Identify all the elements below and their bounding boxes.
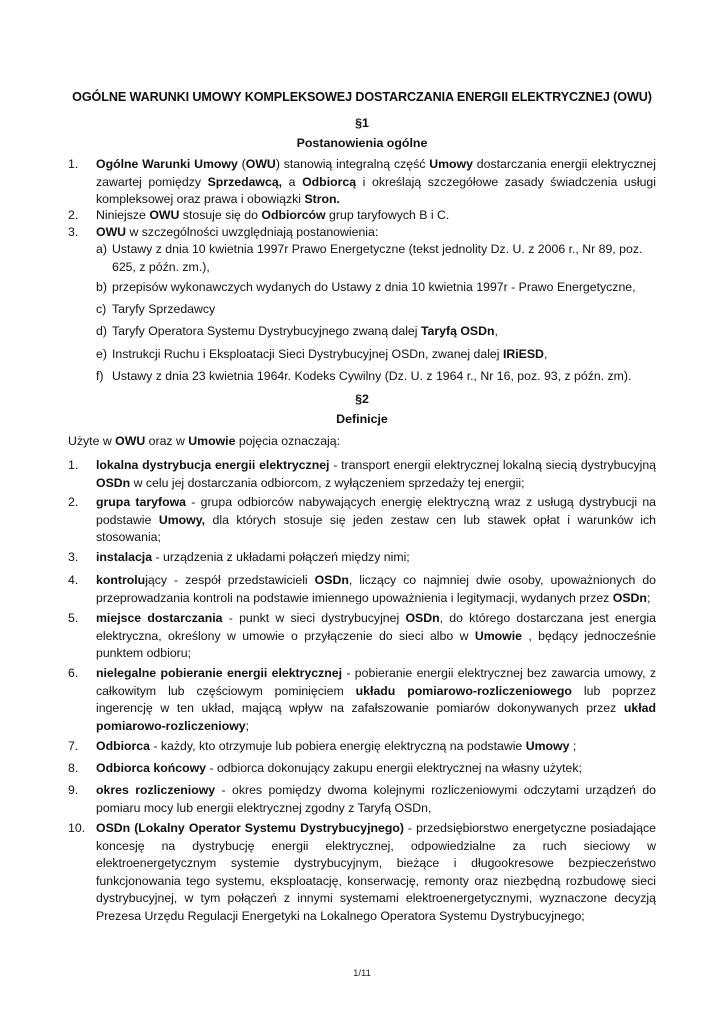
subitem-text: Ustawy z dnia 10 kwietnia 1997r Prawo Energetyczne (tekst jednolity Dz. U. z 2006 r., Nr 89, poz. 625, z późn. zm.), [112, 242, 643, 274]
subitem-letter: b) [96, 280, 107, 294]
item-text: Odbiorca końcowy - odbiorca dokonujący zakupu energii elektrycznej na własny użytek; [96, 761, 582, 775]
item-text: kontrolujący - zespół przedstawicieli OSDn, liczący co najmniej dwie osoby, upoważnionych do przeprowadzania kontroli na podstawie imiennego upoważnienia i legitymacji, wydanych przez OSDn; [96, 573, 656, 605]
item-number: 4. [68, 573, 79, 587]
item-number: 3. [68, 225, 79, 239]
document-title: OGÓLNE WARUNKI UMOWY KOMPLEKSOWEJ DOSTARCZANIA ENERGII ELEKTRYCZNEJ (OWU) [72, 90, 652, 104]
item-number: 5. [68, 611, 79, 625]
item-number: 9. [68, 783, 79, 797]
subitem-text: Taryfy Operatora Systemu Dystrybucyjnego zwaną dalej Taryfą OSDn, [112, 324, 498, 338]
item-text: Ogólne Warunki Umowy (OWU) stanowią integralną część Umowy dostarczania energii elektrycznej zawartej pomiędzy Sprzedawcą, a Odbiorcą i określają szczegółowe zasady świadczenia usługi kompleksowej oraz prawa i obowiązki Stron. [96, 157, 657, 206]
section2-heading: Definicje [336, 412, 388, 426]
item-number: 2. [68, 208, 79, 222]
page-number: 1/11 [353, 968, 371, 979]
item-text: lokalna dystrybucja energii elektrycznej - transport energii elektrycznej lokalną siecią dystrybucyjną OSDn w celu jej dostarczania odbiorcom, z wyłączeniem sprzedaży tej energii; [96, 458, 657, 490]
item-text: nielegalne pobieranie energii elektrycznej - pobieranie energii elektrycznej bez zawarcia umowy, z całkowitym lub częściowym pominięciem układu pomiarowo-rozliczeniowego lub poprzez ingerencję w ten układ, mającą wpływ na zafałszowanie pomiarów dokonywanych przez układ pomiarowo-rozliczeniowy; [96, 666, 657, 733]
section2-symbol: §2 [355, 392, 369, 406]
subitem-text: Taryfy Sprzedawcy [112, 302, 216, 316]
item-text: OWU w szczególności uwzględniają postanowienia: [96, 225, 379, 239]
subitem-text: Instrukcji Ruchu i Eksploatacji Sieci Dystrybucyjnej OSDn, zwanej dalej IRiESD, [112, 347, 548, 361]
item-text: Odbiorca - każdy, kto otrzymuje lub pobiera energię elektryczną na podstawie Umowy ; [96, 739, 577, 753]
section1-heading: Postanowienia ogólne [296, 136, 428, 150]
item-number: 6. [68, 666, 79, 680]
item-text: OSDn (Lokalny Operator Systemu Dystrybucyjnego) - przedsiębiorstwo energetyczne posiadające koncesję na dystrybucję energii elektrycznej, odpowiedzialne za ruch sieciowy w elektroenergetycznym systemie dystrybucyjnym, bieżące i długookresowe bezpieczeństwo funkcjonowania tego systemu, eksploatację, konserwację, remonty oraz niezbędną rozbudowę sieci dystrybucyjnej, w tym połączeń z innymi systemami elektroenergetycznymi, wyznaczone decyzją Prezesa Urzędu Regulacji Energetyki na Lokalnego Operatora Systemu Dystrybucyjnego; [96, 821, 656, 923]
subitem-letter: e) [96, 347, 107, 361]
item-number: 2. [68, 495, 79, 509]
item-number: 7. [68, 739, 79, 753]
subitem-letter: f) [96, 369, 104, 383]
item-text: okres rozliczeniowy - okres pomiędzy dwoma kolejnymi rozliczeniowymi odczytami urządzeń do pomiaru mocy lub energii elektrycznej zgodny z Taryfą OSDn, [96, 783, 656, 815]
section1-symbol: §1 [355, 116, 369, 130]
subitem-letter: c) [96, 302, 107, 316]
item-number: 1. [68, 458, 79, 472]
subitem-letter: d) [96, 324, 107, 338]
section2-intro: Użyte w OWU oraz w Umowie pojęcia oznaczają: [68, 434, 341, 448]
item-number: 1. [68, 157, 79, 171]
item-text: Niniejsze OWU stosuje się do Odbiorców grup taryfowych B i C. [96, 208, 450, 222]
item-text: grupa taryfowa - grupa odbiorców nabywających energię elektryczną wraz z usługą dystrybucji na podstawie Umowy, dla których stosuje się jeden zestaw cen lub stawek opłat i warunków ich stosowania; [96, 495, 656, 544]
item-number: 3. [68, 550, 79, 564]
subitem-text: przepisów wykonawczych wydanych do Ustawy z dnia 10 kwietnia 1997r - Prawo Energetyczne, [112, 280, 636, 294]
subitem-letter: a) [96, 242, 107, 256]
item-number: 10. [68, 821, 86, 835]
subitem-text: Ustawy z dnia 23 kwietnia 1964r. Kodeks Cywilny (Dz. U. z 1964 r., Nr 16, poz. 93, z późn. zm). [112, 369, 632, 383]
item-text: miejsce dostarczania - punkt w sieci dystrybucyjnej OSDn, do którego dostarczana jest energia elektryczna, określony w umowie o przyłączenie do sieci albo w Umowie , będący jednocześnie punktem odbioru; [96, 611, 657, 660]
item-number: 8. [68, 761, 79, 775]
item-text: instalacja - urządzenia z układami połączeń między nimi; [96, 550, 410, 564]
